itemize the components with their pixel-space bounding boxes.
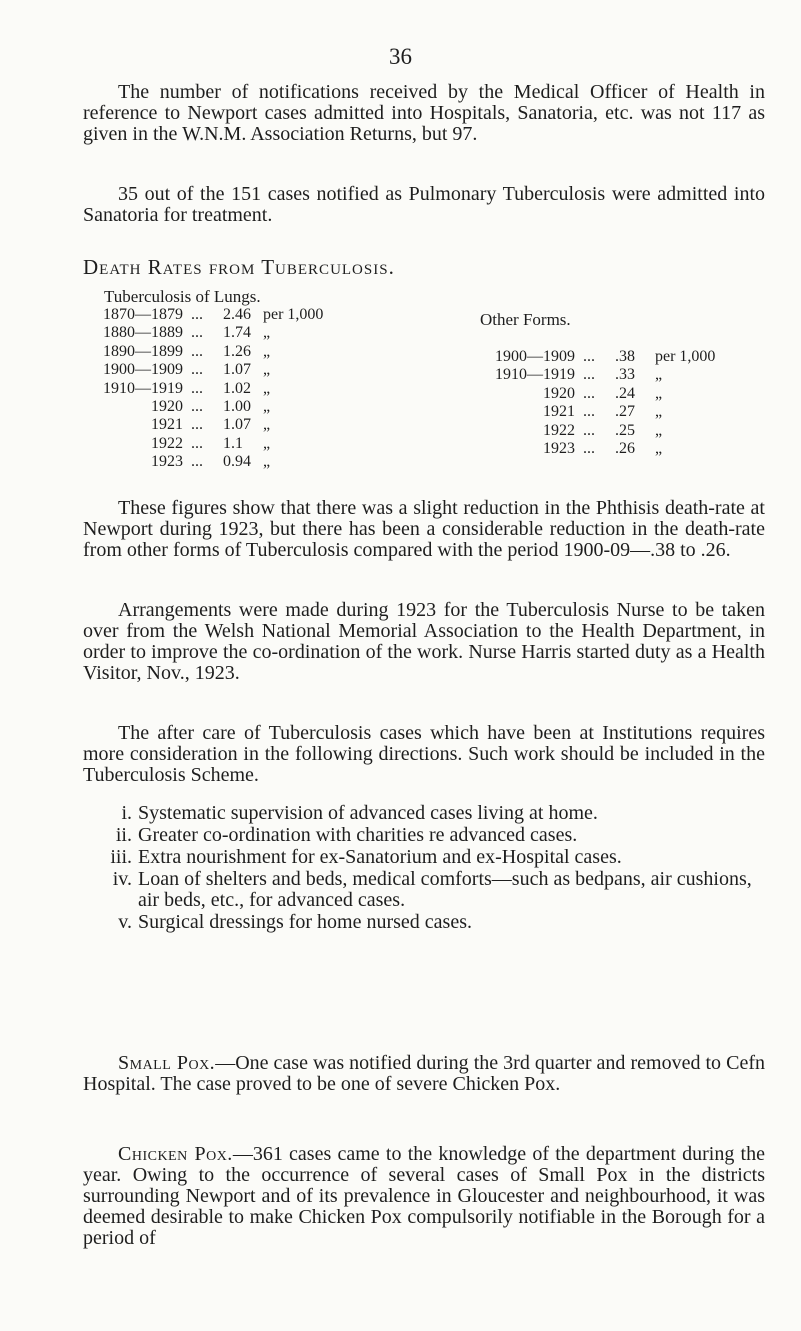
lungs-row <box>83 416 383 434</box>
section-heading: Death Rates from Tuberculosis. <box>83 255 395 279</box>
after-care-list-item <box>110 825 765 846</box>
other-rate-cell: .25 <box>615 421 635 439</box>
lungs-unit-cell: „ <box>263 342 271 360</box>
lungs-unit-cell: „ <box>263 416 271 434</box>
lungs-row <box>83 453 383 471</box>
page-number: 36 <box>389 44 412 69</box>
chicken-pox-text: —361 cases came to the knowledge of the department during the year. Owing to the occurrence of several cases of Small Pox in the districts surrounding Newport and of its prevalence in Gloucester and neighbourhood, it was deemed desirable to make Chicken Pox compulsorily notifiable in the Borough for a period of <box>83 1143 765 1249</box>
lungs-unit-cell: „ <box>263 361 271 379</box>
lungs-dots-cell: ... <box>191 434 203 452</box>
other-row <box>475 385 775 403</box>
lungs-rate-cell: 0.94 <box>223 453 251 471</box>
other-dots-cell: ... <box>583 439 595 457</box>
other-dots-cell: ... <box>583 348 595 365</box>
arrangements-paragraph: Arrangements were made during 1923 for the Tuberculosis Nurse to be taken over from the Welsh National Memorial Association to the Health Department, in order to improve the co-ordination of the work. Nurse Harris started duty as a Health Visitor, Nov., 1923. <box>83 599 765 684</box>
lungs-unit-cell: „ <box>263 453 271 471</box>
lungs-row <box>83 306 383 324</box>
after-care-list <box>110 803 765 934</box>
other-forms-table-title: Other Forms. <box>480 310 571 329</box>
lungs-unit-cell: „ <box>263 324 271 342</box>
other-rate-cell: .27 <box>615 403 635 421</box>
lungs-period-cell: 1900—1909 <box>103 361 183 379</box>
lungs-row <box>83 398 383 416</box>
after-care-list-item <box>110 869 765 911</box>
lungs-table-title: Tuberculosis of Lungs. <box>104 287 261 306</box>
lungs-rate-cell: 1.00 <box>223 397 251 415</box>
lungs-row <box>83 361 383 379</box>
other-rate-cell: .26 <box>615 439 635 457</box>
lungs-dots-cell: ... <box>191 453 203 471</box>
other-period-cell: 1900—1909 <box>495 348 575 365</box>
other-dots-cell: ... <box>583 366 595 384</box>
lungs-period-cell: 1922 <box>151 434 183 452</box>
other-rate-cell: .24 <box>615 384 635 402</box>
lungs-rates-table <box>83 306 383 472</box>
list-item-text: Systematic supervision of advanced cases living at home. <box>138 802 598 824</box>
lungs-rate-cell: 1.26 <box>223 342 251 360</box>
small-pox-text: —One case was notified during the 3rd quarter and removed to Cefn Hospital. The case proved to be one of severe Chicken Pox. <box>83 1052 765 1095</box>
lungs-rate-cell: 1.1 <box>223 434 243 452</box>
lungs-period-cell: 1910—1919 <box>103 379 183 397</box>
other-forms-rates-table <box>475 348 775 458</box>
other-row <box>475 348 775 366</box>
lungs-dots-cell: ... <box>191 342 203 360</box>
list-item-number: iii. <box>110 846 132 868</box>
other-dots-cell: ... <box>583 403 595 421</box>
other-dots-cell: ... <box>583 421 595 439</box>
lungs-rate-cell: 1.02 <box>223 379 251 397</box>
other-rate-cell: .33 <box>615 366 635 384</box>
lungs-row <box>83 324 383 342</box>
pulmonary-admissions-paragraph: 35 out of the 151 cases notified as Pulmonary Tuberculosis were admitted into Sanatoria for treatment. <box>83 183 765 226</box>
other-period-cell: 1922 <box>543 421 575 439</box>
list-item-text: Extra nourishment for ex-Sanatorium and ex-Hospital cases. <box>138 846 622 868</box>
list-item-text: Greater co-ordination with charities re advanced cases. <box>138 824 578 846</box>
lungs-period-cell: 1921 <box>151 416 183 434</box>
lungs-unit-cell: per 1,000 <box>263 306 324 323</box>
list-item-number: i. <box>121 802 132 824</box>
lungs-row <box>83 435 383 453</box>
lungs-period-cell: 1923 <box>151 453 183 471</box>
other-row <box>475 366 775 384</box>
lungs-period-cell: 1890—1899 <box>103 342 183 360</box>
other-unit-cell: „ <box>655 366 663 384</box>
other-period-cell: 1920 <box>543 384 575 402</box>
lungs-rate-cell: 1.74 <box>223 324 251 342</box>
lungs-period-cell: 1870—1879 <box>103 306 183 323</box>
other-period-cell: 1921 <box>543 403 575 421</box>
small-pox-label: Small Pox. <box>118 1052 216 1074</box>
other-unit-cell: per 1,000 <box>655 348 716 365</box>
lungs-dots-cell: ... <box>191 416 203 434</box>
other-unit-cell: „ <box>655 384 663 402</box>
lungs-dots-cell: ... <box>191 324 203 342</box>
small-pox-paragraph <box>83 1053 765 1095</box>
other-row <box>475 440 775 458</box>
lungs-rate-cell: 1.07 <box>223 361 251 379</box>
chicken-pox-paragraph <box>83 1144 765 1249</box>
lungs-period-cell: 1920 <box>151 397 183 415</box>
lungs-dots-cell: ... <box>191 306 203 323</box>
other-period-cell: 1910—1919 <box>495 366 575 384</box>
chicken-pox-label: Chicken Pox. <box>118 1143 233 1165</box>
other-rate-cell: .38 <box>615 348 635 365</box>
lungs-unit-cell: „ <box>263 434 271 452</box>
list-item-text: Surgical dressings for home nursed cases. <box>138 911 473 933</box>
other-row <box>475 403 775 421</box>
lungs-unit-cell: „ <box>263 379 271 397</box>
notifications-paragraph: The number of notifications received by the Medical Officer of Health in reference to Newport cases admitted into Hospitals, Sanatoria, etc. was not 117 as given in the W.N.M. Association Returns, but 97. <box>83 81 765 145</box>
other-dots-cell: ... <box>583 384 595 402</box>
lungs-row <box>83 343 383 361</box>
other-unit-cell: „ <box>655 439 663 457</box>
lungs-dots-cell: ... <box>191 361 203 379</box>
lungs-period-cell: 1880—1889 <box>103 324 183 342</box>
after-care-paragraph: The after care of Tuberculosis cases which have been at Institutions requires more consideration in the following directions. Such work should be included in the Tuberculosis Scheme. <box>83 722 765 786</box>
other-unit-cell: „ <box>655 403 663 421</box>
lungs-dots-cell: ... <box>191 379 203 397</box>
list-item-number: ii. <box>115 824 132 846</box>
list-item-number: v. <box>118 911 132 933</box>
other-period-cell: 1923 <box>543 439 575 457</box>
other-unit-cell: „ <box>655 421 663 439</box>
list-item-text: Loan of shelters and beds, medical comforts—such as bedpans, air cushions, air beds, etc., for advanced cases. <box>138 868 752 911</box>
after-care-list-item <box>110 803 765 824</box>
list-item-number: iv. <box>112 868 132 890</box>
lungs-dots-cell: ... <box>191 397 203 415</box>
after-care-list-item <box>110 912 765 933</box>
lungs-unit-cell: „ <box>263 397 271 415</box>
figures-paragraph: These figures show that there was a slight reduction in the Phthisis death-rate at Newport during 1923, but there has been a considerable reduction in the death-rate from other forms of Tuberculosis compared with the period 1900-09—.38 to .26. <box>83 497 765 561</box>
lungs-row <box>83 380 383 398</box>
lungs-rate-cell: 1.07 <box>223 416 251 434</box>
other-row <box>475 422 775 440</box>
lungs-rate-cell: 2.46 <box>223 306 251 323</box>
after-care-list-item <box>110 847 765 868</box>
